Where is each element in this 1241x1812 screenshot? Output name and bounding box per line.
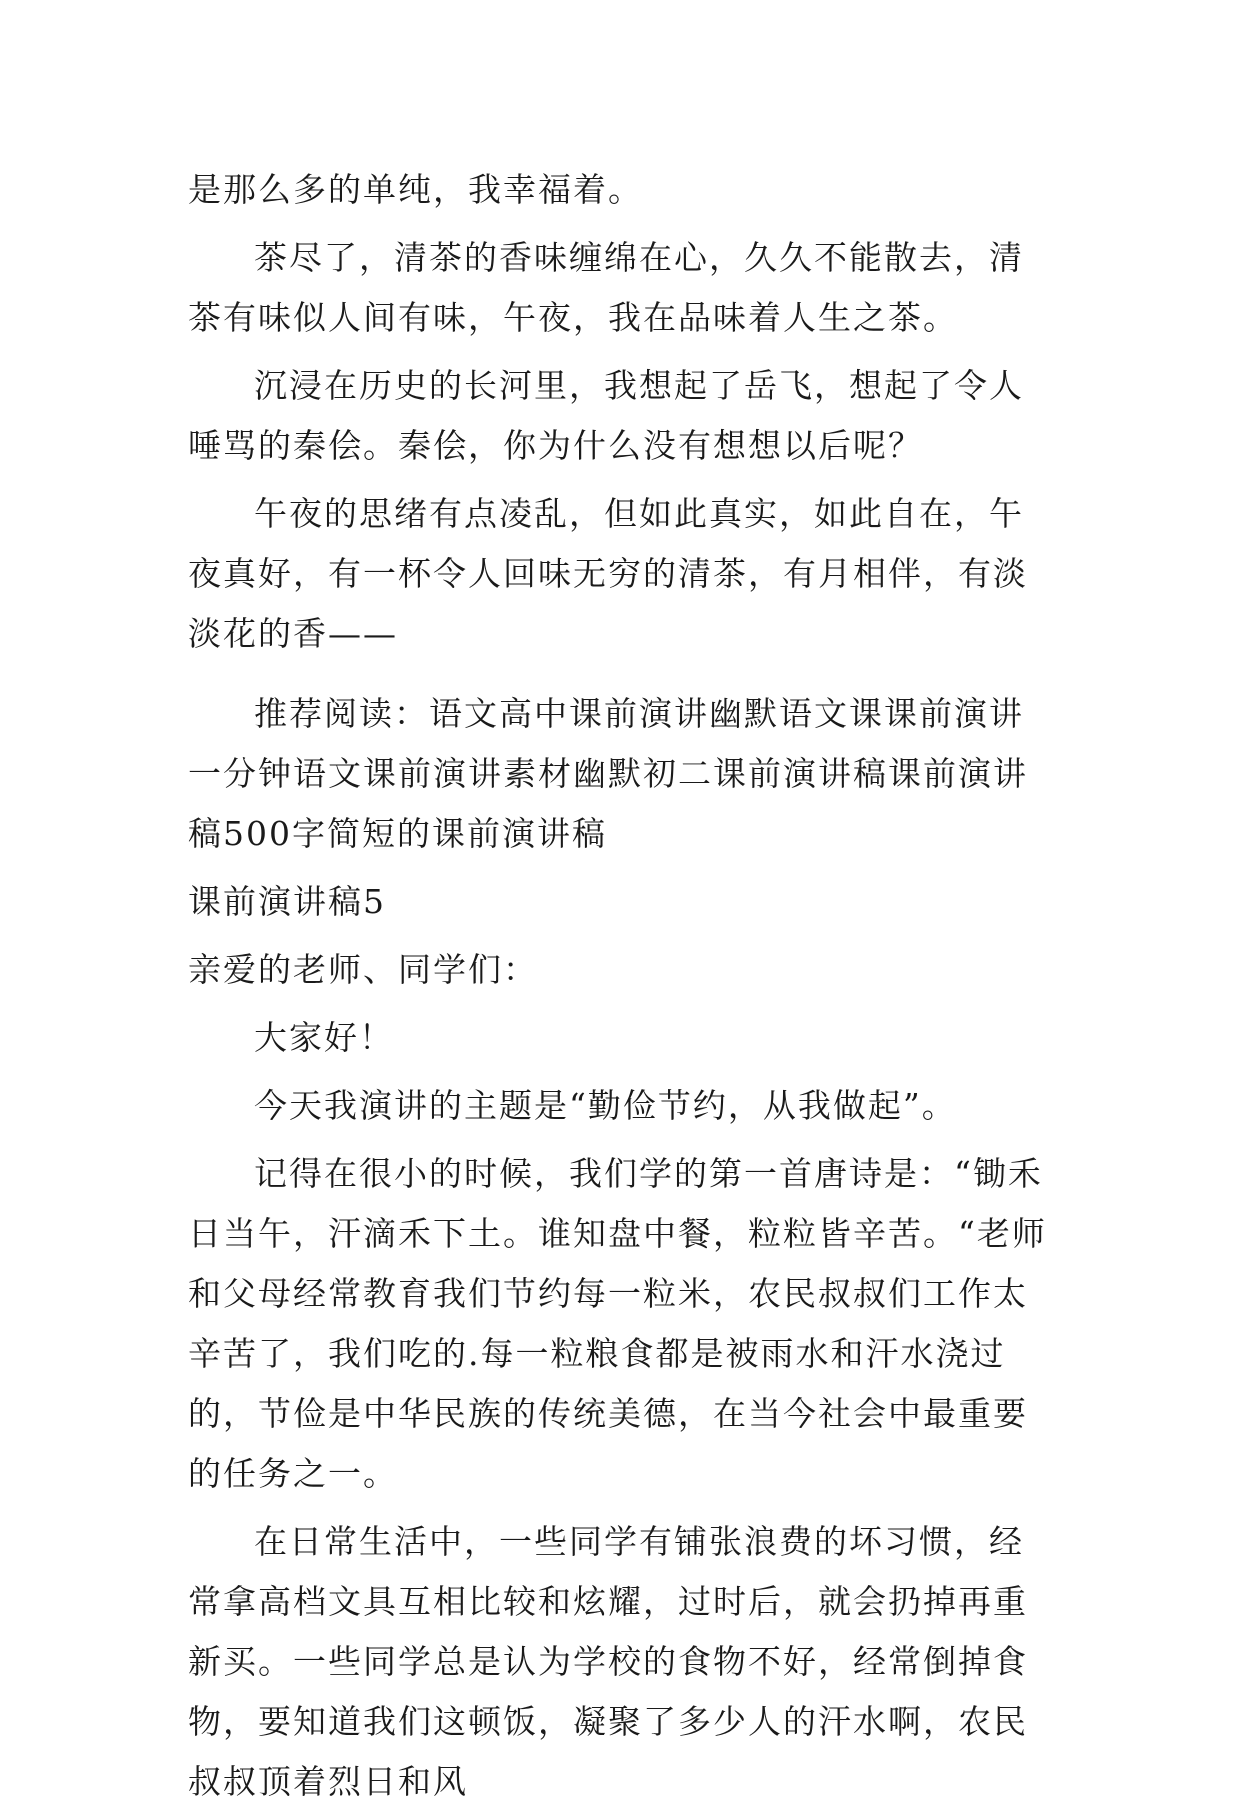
paragraph: 记得在很小的时候，我们学的第一首唐诗是：“锄禾日当午，汗滴禾下土。谁知盘中餐，粒粒皆辛苦。“老师和父母经常教育我们节约每一粒米，农民叔叔们工作太辛苦了，我们吃的.每一粒粮食都是被雨水和汗水浇过的，节俭是中华民族的传统美德，在当今社会中最重要的任务之一。 [188,1154,1047,1493]
paragraph: 午夜的思绪有点凌乱，但如此真实，如此自在，午夜真好，有一杯令人回味无穷的清茶，有月相伴，有淡淡花的香—— [188,494,1028,653]
salutation: 亲爱的老师、同学们： [188,950,538,989]
paragraph: 今天我演讲的主题是“勤俭节约，从我做起”。 [254,1086,957,1125]
paragraph: 茶尽了，清茶的香味缠绵在心，久久不能散去，清茶有味似人间有味，午夜，我在品味着人生之茶。 [188,238,1024,337]
paragraph: 沉浸在历史的长河里，我想起了岳飞，想起了令人唾骂的秦侩。秦侩，你为什么没有想想以后呢？ [188,366,1024,465]
section-heading: 课前演讲稿5 [188,882,386,921]
paragraph: 推荐阅读：语文高中课前演讲幽默语文课课前演讲一分钟语文课前演讲素材幽默初二课前演讲稿课前演讲稿500字简短的课前演讲稿 [188,694,1028,853]
paragraph: 是那么多的单纯，我幸福着。 [188,170,643,209]
document-body [188,160,1058,1812]
paragraph: 在日常生活中，一些同学有铺张浪费的坏习惯，经常拿高档文具互相比较和炫耀，过时后，就会扔掉再重新买。一些同学总是认为学校的食物不好，经常倒掉食物，要知道我们这顿饭，凝聚了多少人的汗水啊，农民叔叔顶着烈日和风 [188,1522,1028,1801]
greeting: 大家好！ [254,1018,394,1057]
